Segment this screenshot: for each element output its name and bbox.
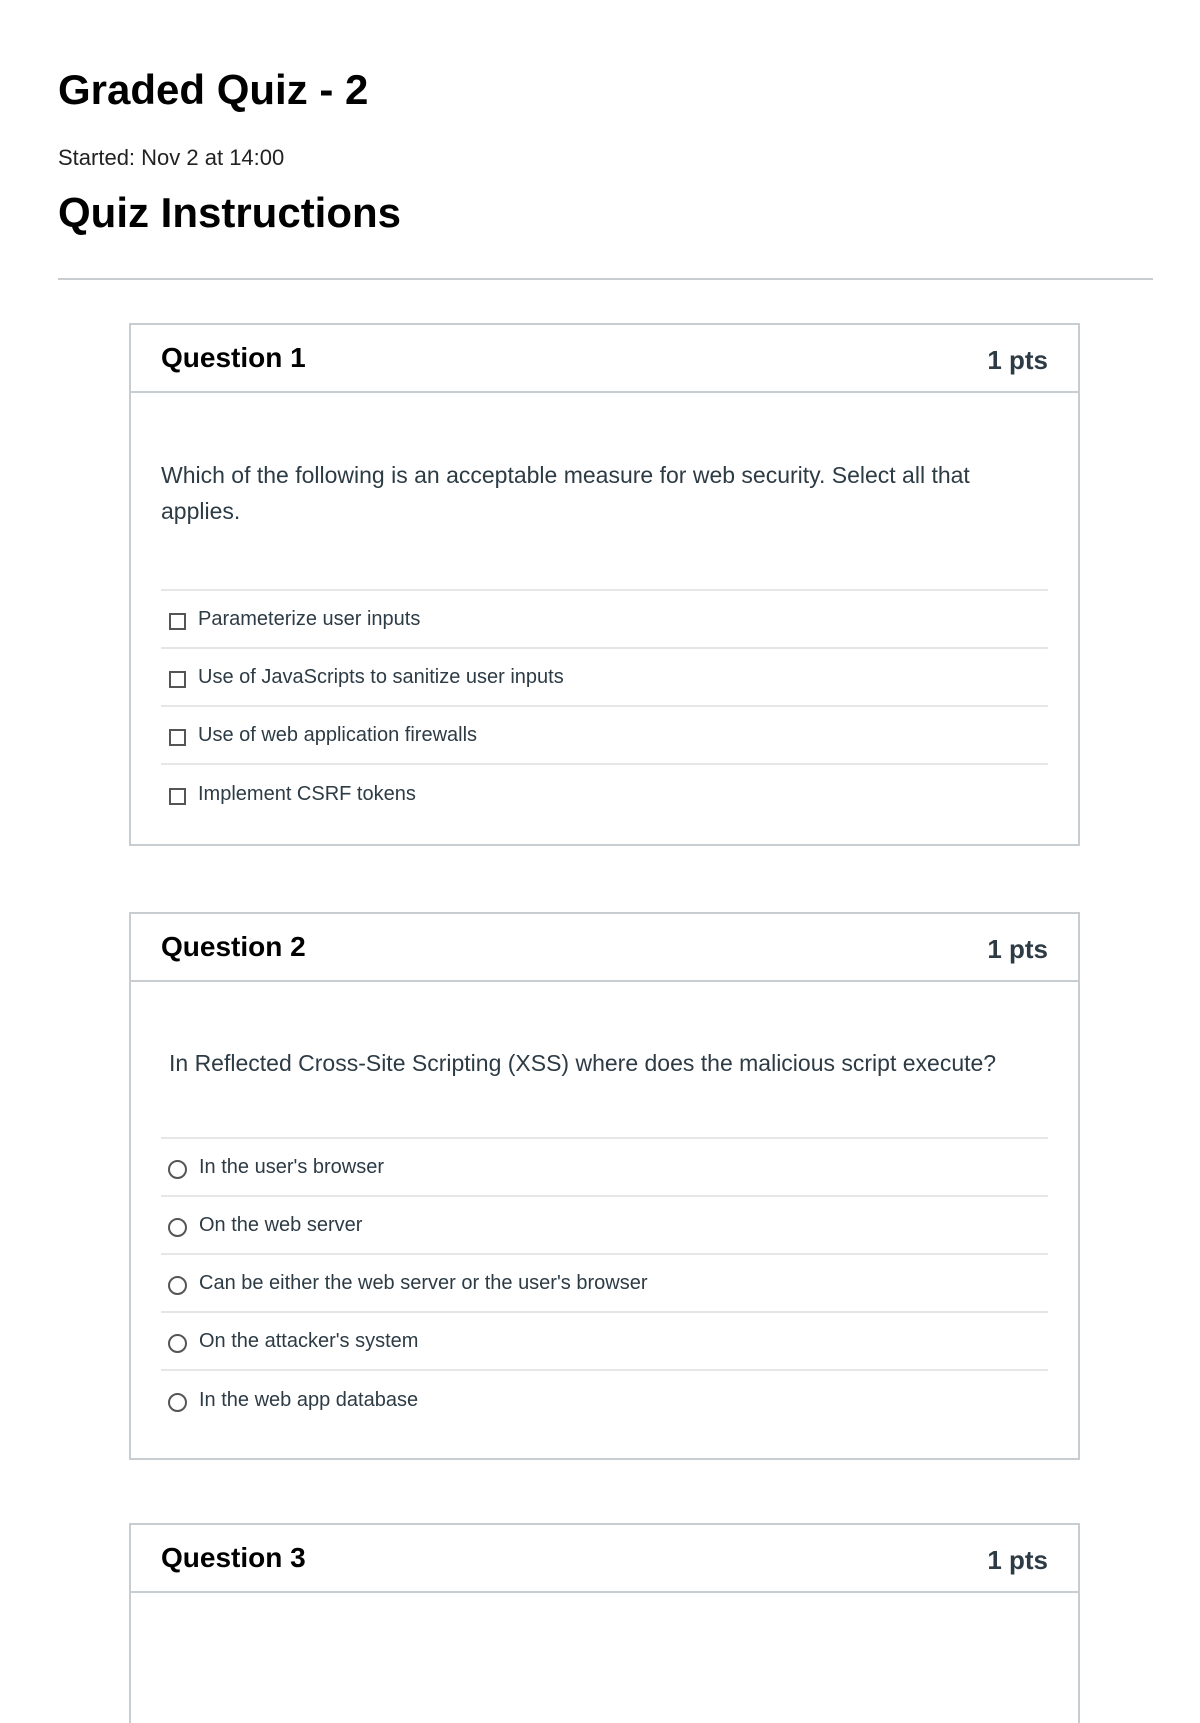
answer-option[interactable] (161, 1255, 1048, 1313)
answer-label: Can be either the web server or the user's browser (199, 1272, 648, 1294)
answer-option[interactable] (161, 765, 1048, 823)
instructions-title: Quiz Instructions (58, 189, 402, 236)
checkbox[interactable] (169, 613, 186, 630)
radio-button[interactable] (168, 1160, 187, 1179)
question-body (131, 393, 1078, 823)
question-title: Question 3 (161, 1542, 306, 1573)
answer-label: Use of JavaScripts to sanitize user inputs (198, 666, 564, 688)
answer-option[interactable] (161, 649, 1048, 707)
answer-option[interactable] (161, 1139, 1048, 1197)
answer-label: Use of web application firewalls (198, 724, 478, 746)
answer-label: Implement CSRF tokens (198, 783, 416, 805)
checkbox[interactable] (169, 788, 186, 805)
checkbox[interactable] (169, 671, 186, 688)
answer-option[interactable] (161, 707, 1048, 765)
quiz-header (58, 60, 1153, 236)
answer-label: In the web app database (199, 1389, 419, 1411)
answer-option[interactable] (161, 1371, 1048, 1429)
question-1 (129, 323, 1080, 846)
question-body (131, 982, 1078, 1429)
answer-list (161, 1137, 1048, 1429)
question-2 (129, 912, 1080, 1460)
answer-label: On the web server (199, 1214, 363, 1236)
question-title: Question 2 (161, 931, 306, 962)
question-text: Which of the following is an acceptable measure for web security. Select all that applies. (161, 462, 970, 524)
started-timestamp: Started: Nov 2 at 14:00 (58, 145, 285, 170)
radio-button[interactable] (168, 1334, 187, 1353)
question-3 (129, 1523, 1080, 1723)
radio-button[interactable] (168, 1393, 187, 1412)
answer-label: On the attacker's system (199, 1330, 419, 1352)
question-title: Question 1 (161, 342, 306, 373)
radio-button[interactable] (168, 1276, 187, 1295)
answer-option[interactable] (161, 1197, 1048, 1255)
question-header (131, 1525, 1078, 1593)
question-text: In Reflected Cross-Site Scripting (XSS) where does the malicious script execute? (169, 1050, 997, 1076)
answer-option[interactable] (161, 1313, 1048, 1371)
question-points: 1 pts (987, 345, 1048, 375)
answer-label: In the user's browser (199, 1156, 385, 1178)
question-header (131, 325, 1078, 393)
answer-list (161, 589, 1048, 823)
answer-label: Parameterize user inputs (198, 608, 421, 630)
answer-option[interactable] (161, 591, 1048, 649)
question-points: 1 pts (987, 1545, 1048, 1575)
radio-button[interactable] (168, 1218, 187, 1237)
header-divider (58, 278, 1153, 280)
question-header (131, 914, 1078, 982)
question-points: 1 pts (987, 934, 1048, 964)
quiz-title: Graded Quiz - 2 (58, 66, 369, 113)
checkbox[interactable] (169, 729, 186, 746)
